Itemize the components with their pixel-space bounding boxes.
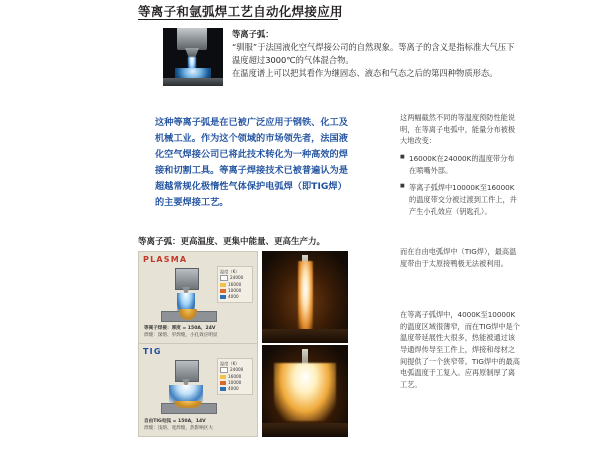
- figure-panel-label: PLASMA: [143, 255, 188, 264]
- legend-swatch: [220, 289, 226, 293]
- page-title: 等离子和氩弧焊工艺自动化焊接应用: [138, 4, 343, 19]
- legend-swatch: [220, 275, 228, 281]
- caption-line: 焊缝：深熔、窄焊缝，小孔效应明显: [144, 333, 218, 339]
- legend-swatch: [220, 375, 226, 379]
- plasma-arc-photo: [262, 251, 348, 343]
- comparison-subheading: 等离子弧：更高温度、更集中能量、更高生产力。: [138, 237, 326, 247]
- right-column-lower: 在等离子弧焊中，4000K至10000K的温度区域很薄窄，而在TIG焊中是个温度带延展性大很多，热能被通过该导通焊传导至工件上，焊接和母材之间提供了一个狭窄带。TIG焊中的最高电弧温度于工复入。应再原制厚了离工艺。: [400, 310, 520, 389]
- legend-row: [220, 386, 250, 392]
- torch-body: [177, 28, 207, 50]
- title-underline: [138, 19, 338, 20]
- legend-value: 24000: [230, 367, 244, 373]
- caption-line: 自由TIG电弧 = 150A，14V: [144, 419, 206, 425]
- arc-definition-block: [232, 28, 518, 79]
- tig-weld-pool: [174, 401, 202, 408]
- torch-workpiece: [163, 78, 223, 86]
- legend-value: 4000: [228, 386, 239, 392]
- plasma-temperature-legend: [217, 266, 253, 303]
- figure-panel-label: TIG: [143, 347, 162, 356]
- arc-definition-paragraph-2: 在温度谱上可以把其看作为继固态、液态和气态之后的第四种物质形态。: [232, 67, 498, 78]
- tig-arc-photo: [262, 345, 348, 437]
- legend-value: 10000: [228, 287, 242, 293]
- photo-arc-bell: [274, 363, 336, 421]
- right-column-bullet-list: [400, 153, 520, 217]
- tig-diagram: [161, 360, 215, 412]
- list-item: ■ 等离子弧焊中10000K至16000K的温度带交分被过渡到工件上，并产生小孔效应（钥匙孔）。: [409, 182, 520, 217]
- plasma-torch-icon: [175, 268, 199, 290]
- arc-definition-heading: 等离子弧：: [232, 29, 274, 39]
- blue-highlight-paragraph: 这种等离子弧是在已被广泛应用于钢铁、化工及机械工业。作为这个领域的市场领先者，法国液化空气焊接公司已将此技术转化为一种高效的焊接和切割工具。等离子焊接技术已被普遍认为是超越常规化极惰性气体保护电弧焊（即TIG焊）的主要焊接工艺。: [155, 117, 348, 209]
- right-column-top: [400, 112, 520, 223]
- tig-temperature-legend: [217, 358, 253, 395]
- tig-torch-icon: [175, 360, 199, 382]
- legend-swatch: [220, 367, 228, 373]
- legend-title: 温度（K）: [220, 361, 240, 366]
- legend-value: 24000: [230, 275, 244, 281]
- arc-definition-paragraph-1: “驯服”于法国液化空气焊接公司的自然现象。等离子的含义是指标准大气压下温度超过3000℃的气体混合物。: [232, 41, 515, 65]
- legend-title: 温度（K）: [220, 269, 240, 274]
- photo-arc-column: [298, 261, 313, 331]
- legend-value: 16000: [228, 281, 242, 287]
- photo-workpiece: [262, 423, 348, 437]
- legend-swatch: [220, 283, 226, 287]
- legend-swatch: [220, 381, 226, 385]
- plasma-figure-caption: [144, 326, 218, 340]
- caption-line: 等离子焊接：厚度 = 150A，24V: [144, 326, 216, 332]
- legend-value: 10000: [228, 379, 242, 385]
- legend-swatch: [220, 387, 226, 391]
- legend-value: 16000: [228, 373, 242, 379]
- figure-panel-plasma: [139, 252, 257, 344]
- plasma-torch-photo: [163, 28, 223, 86]
- list-item: ■ 16000K在24000K的温度带分布在喷嘴外部。: [409, 153, 520, 176]
- legend-value: 4000: [228, 294, 239, 300]
- right-column-middle: 而在自由电弧焊中（TIG焊），最高温度带由于太原接鸭极无法被利用。: [400, 247, 517, 268]
- tig-figure-caption: [144, 419, 213, 433]
- comparison-figure: [138, 251, 258, 437]
- right-column-intro: 这两幅截然不同的等温度预防性能说明，在等离子电弧中，能量分布被极大地改变：: [400, 113, 516, 146]
- photo-workpiece: [262, 329, 348, 343]
- plasma-diagram: [161, 268, 215, 320]
- caption-line: 焊缝：浅熔、宽焊缝，热影响区大: [144, 426, 213, 432]
- figure-panel-tig: [139, 344, 257, 436]
- legend-row: [220, 294, 250, 300]
- legend-swatch: [220, 295, 226, 299]
